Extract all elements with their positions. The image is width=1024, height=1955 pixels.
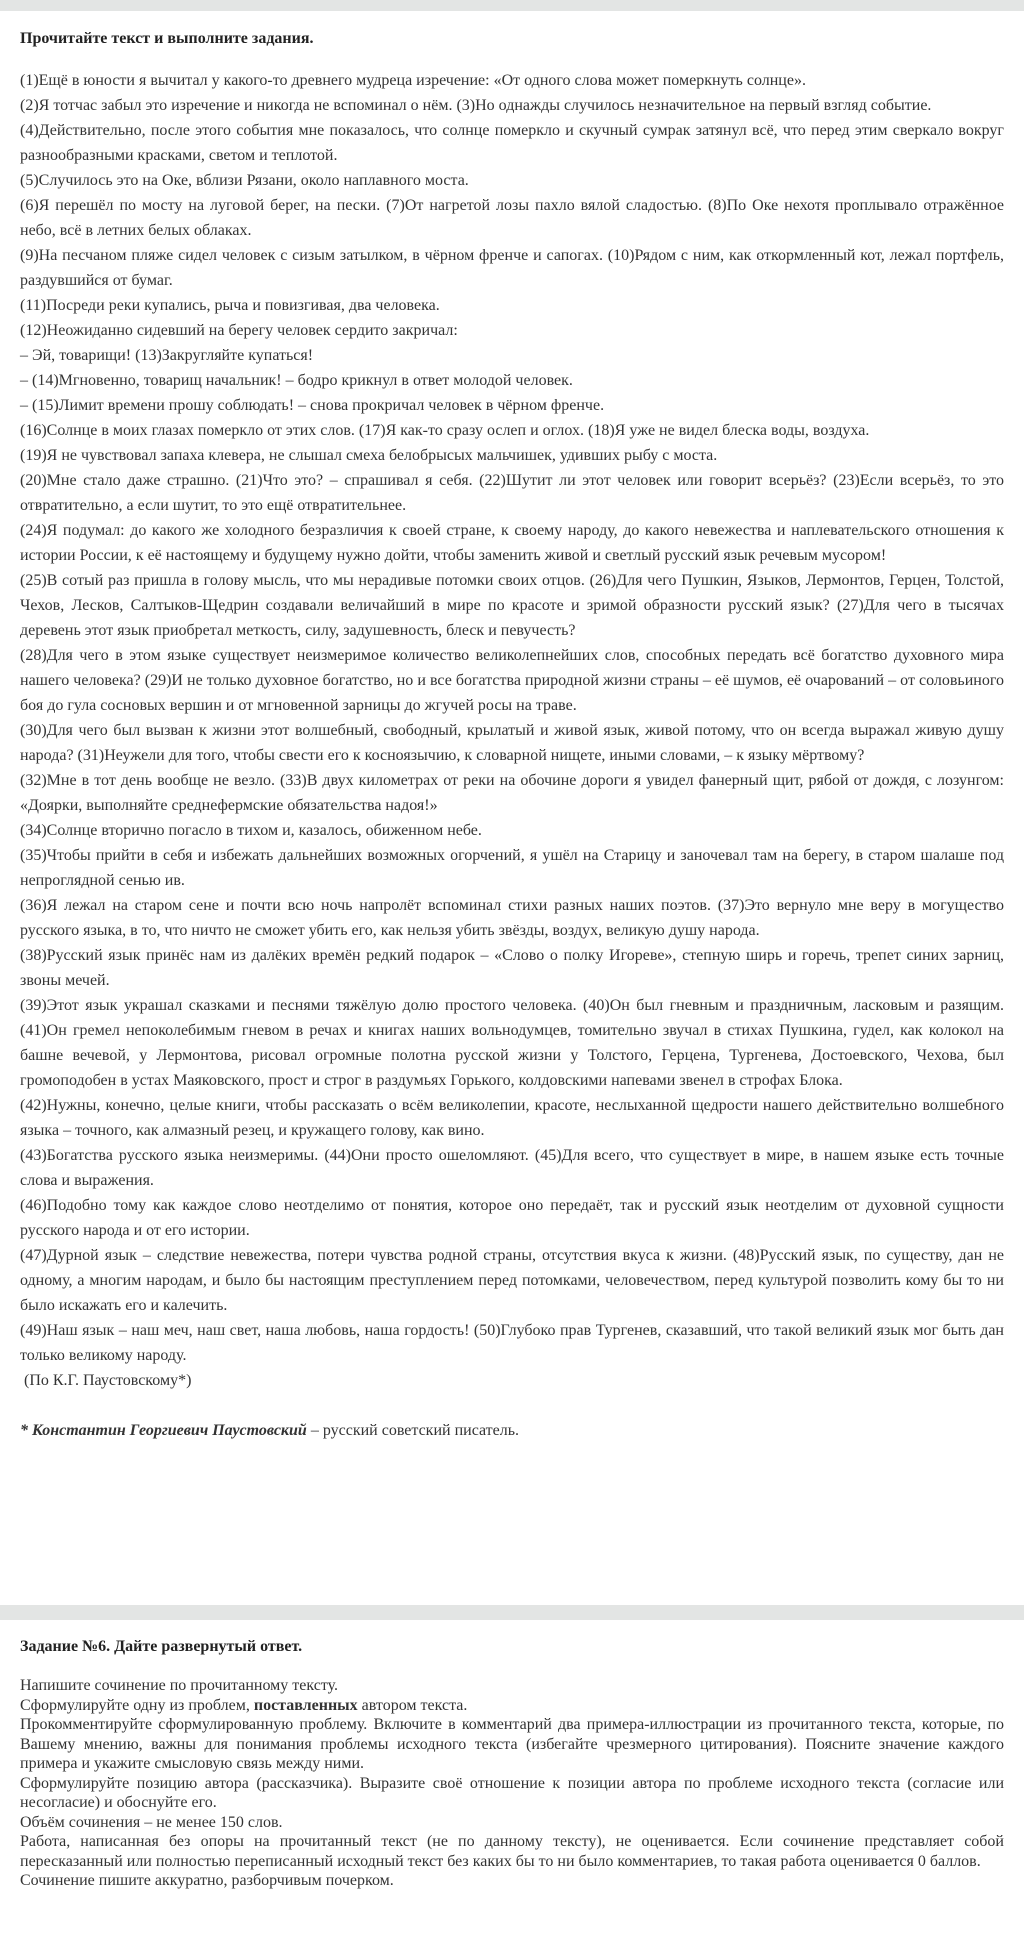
paragraph-35: (35)Чтобы прийти в себя и избежать дальнейших возможных огорчений, я ушёл на Старицу и заночевал там на берегу, в старом шалаше под непроглядной сенью ив. bbox=[20, 847, 1004, 889]
source-attribution: (По К.Г. Паустовскому*) bbox=[24, 1372, 192, 1389]
task-instruction-4: Сформулируйте позицию автора (рассказчика). Выразите своё отношение к позиции автора по проблеме исходного текста (согласие или несогласие) и обоснуйте его. bbox=[20, 1774, 1004, 1811]
paragraph-43: (43)Богатства русского языка неизмеримы. (44)Они просто ошеломляют. (45)Для всего, что существует в мире, в нашем языке есть точные слова и выражения. bbox=[20, 1147, 1004, 1189]
author-name: * Константин Георгиевич Паустовский bbox=[20, 1422, 307, 1439]
paragraph-32: (32)Мне в тот день вообще не везло. (33)В двух километрах от реки на обочине дороги я увидел фанерный щит, рябой от дождя, с лозунгом: «Доярки, выполняйте среднефермские обязательства надоя!» bbox=[20, 772, 1004, 814]
task-instruction-2-bold: поставленных bbox=[253, 1696, 358, 1714]
task-instruction-3: Прокомментируйте сформулированную проблему. Включите в комментарий два примера-иллюстрации из прочитанного текста, которые, по Вашему мнению, важны для понимания проблемы исходного текста (избегайте чрезмерного цитирования). Поясните значение каждого примера и укажите смысловую связь между ними. bbox=[20, 1716, 1004, 1772]
paragraph-1: (1)Ещё в юности я вычитал у какого-то древнего мудреца изречение: «От одного слова может померкнуть солнце». bbox=[20, 72, 806, 89]
paragraph-11: (11)Посреди реки купались, рыча и повизгивая, два человека. bbox=[20, 297, 440, 314]
paragraph-4: (4)Действительно, после этого события мне показалось, что солнце померкло и скучный сумрак затянул всё, что перед этим сверкало вокруг разнообразными красками, светом и теплотой. bbox=[20, 122, 1004, 164]
paragraph-28: (28)Для чего в этом языке существует неизмеримое количество великолепнейших слов, способных передать всё богатство духовного мира нашего человека? (29)И не только духовное богатство, но и все богатства природной жизни страны – её шумов, её очарований – от соловьиного боя до гула сосновых вершин и от мгновенной зарницы до жгучей росы на траве. bbox=[20, 647, 1004, 714]
task-card bbox=[0, 1620, 1024, 1955]
paragraph-2: (2)Я тотчас забыл это изречение и никогда не вспоминал о нём. (3)Но однажды случилось незначительное на первый взгляд событие. bbox=[20, 97, 932, 114]
paragraph-19: (19)Я не чувствовал запаха клевера, не слышал смеха белобрысых мальчишек, удивших рыбу с моста. bbox=[20, 447, 718, 464]
paragraph-6: (6)Я перешёл по мосту на луговой берег, на пески. (7)От нагретой лозы пахло вялой сладостью. (8)По Оке нехотя проплывало отражённое небо, всё в летних белых облаках. bbox=[20, 197, 1004, 239]
paragraph-39: (39)Этот язык украшал сказками и песнями тяжёлую долю простого человека. (40)Он был гневным и праздничным, ласковым и разящим. (41)Он гремел непоколебимым гневом в речах и книгах наших вольнодумцев, томительно звучал в стихах Пушкина, гудел, как колокол на башне вечевой, у Лермонтова, рисовал огромные полотна русской жизни у Толстого, Герцена, Тургенева, Достоевского, Чехова, был громоподобен в устах Маяковского, прост и строг в раздумьях Горького, колдовскими напевами звенел в строфах Блока. bbox=[20, 997, 1004, 1089]
author-footnote bbox=[20, 1418, 1004, 1443]
task-instruction-6: Работа, написанная без опоры на прочитанный текст (не по данному тексту), не оценивается. Если сочинение представляет собой пересказанный или полностью переписанный исходный текст без каких бы то ни было комментариев, то такая работа оценивается 0 баллов. bbox=[20, 1833, 1004, 1870]
task-instruction-1: Напишите сочинение по прочитанному тексту. bbox=[20, 1677, 339, 1694]
author-description: – русский советский писатель. bbox=[306, 1422, 520, 1439]
task-instruction-2-start: Сформулируйте одну из проблем, bbox=[20, 1696, 254, 1714]
paragraph-24: (24)Я подумал: до какого же холодного безразличия к своей стране, к своему народу, до какого невежества и наплевательского отношения к истории России, к её настоящему и будущему нужно дойти, чтобы заменить живой и светлый русский язык речевым мусором! bbox=[20, 522, 1004, 564]
task-instruction-7: Сочинение пишите аккуратно, разборчивым почерком. bbox=[20, 1872, 394, 1889]
dialogue-line-1: – Эй, товарищи! (13)Закругляйте купаться! bbox=[20, 347, 314, 364]
reading-heading: Прочитайте текст и выполните задания. bbox=[20, 30, 314, 47]
paragraph-36: (36)Я лежал на старом сене и почти всю ночь напролёт вспоминал стихи разных наших поэтов. (37)Это вернуло мне веру в могущество русского языка, в то, что ничто не сможет убить его, как нельзя убить звёзды, воздух, великую душу народа. bbox=[20, 897, 1004, 939]
paragraph-5: (5)Случилось это на Оке, вблизи Рязани, около наплавного моста. bbox=[20, 172, 469, 189]
top-strip bbox=[0, 0, 1024, 11]
reading-text bbox=[20, 68, 1004, 1368]
paragraph-49: (49)Наш язык – наш меч, наш свет, наша любовь, наша гордость! (50)Глубоко прав Тургенев, сказавший, что такой великий язык мог быть дан только великому народу. bbox=[20, 1322, 1004, 1364]
paragraph-9: (9)На песчаном пляже сидел человек с сизым затылком, в чёрном френче и сапогах. (10)Рядом с ним, как откормленный кот, лежал портфель, раздувшийся от бумаг. bbox=[20, 247, 1004, 289]
task-instruction-5: Объём сочинения – не менее 150 слов. bbox=[20, 1813, 283, 1831]
task-instruction-2-end: автором текста. bbox=[357, 1696, 468, 1714]
dialogue-line-3: – (15)Лимит времени прошу соблюдать! – снова прокричал человек в чёрном френче. bbox=[20, 397, 605, 414]
dialogue-line-2: – (14)Мгновенно, товарищ начальник! – бодро крикнул в ответ молодой человек. bbox=[20, 372, 573, 389]
task-heading: Задание №6. Дайте развернутый ответ. bbox=[20, 1638, 303, 1655]
paragraph-20: (20)Мне стало даже страшно. (21)Что это? – спрашивал я себя. (22)Шутит ли этот человек или говорит всерьёз? (23)Если всерьёз, то это отвратительно, а если шутит, то это ещё отвратительнее. bbox=[20, 472, 1004, 514]
paragraph-30: (30)Для чего был вызван к жизни этот волшебный, свободный, крылатый и живой язык, живой потому, что он всегда выражал живую душу народа? (31)Неужели для того, чтобы свести его к косноязычию, к словарной нищете, иными словами, – к языку мёртвому? bbox=[20, 722, 1004, 764]
paragraph-46: (46)Подобно тому как каждое слово неотделимо от понятия, которое оно передаёт, так и русский язык неотделим от духовной сущности русского народа и от его истории. bbox=[20, 1197, 1004, 1239]
paragraph-25: (25)В сотый раз пришла в голову мысль, что мы нерадивые потомки своих отцов. (26)Для чего Пушкин, Языков, Лермонтов, Герцен, Толстой, Чехов, Лесков, Салтыков-Щедрин создавали величайший в мире по красоте и зримой образности русский язык? (27)Для чего в тысячах деревень этот язык приобретал меткость, силу, задушевность, блеск и певучесть? bbox=[20, 572, 1004, 639]
paragraph-16: (16)Солнце в моих глазах померкло от этих слов. (17)Я как-то сразу ослеп и оглох. (18)Я уже не видел блеска воды, воздуха. bbox=[20, 422, 870, 439]
paragraph-12: (12)Неожиданно сидевший на берегу человек сердито закричал: bbox=[20, 322, 458, 339]
paragraph-42: (42)Нужны, конечно, целые книги, чтобы рассказать о всём великолепии, красоте, неслыханной щедрости нашего действительно волшебного языка – точного, как алмазный резец, и кружащего голову, как вино. bbox=[20, 1097, 1004, 1139]
task-instruction-2 bbox=[20, 1696, 1004, 1716]
paragraph-38: (38)Русский язык принёс нам из далёких времён редкий подарок – «Слово о полку Игореве», степную ширь и горечь, трепет синих зарниц, звоны мечей. bbox=[20, 947, 1004, 989]
paragraph-34: (34)Солнце вторично погасло в тихом и, казалось, обиженном небе. bbox=[20, 822, 482, 839]
reading-card bbox=[0, 11, 1024, 1605]
paragraph-47: (47)Дурной язык – следствие невежества, потери чувства родной страны, отсутствия вкуса к жизни. (48)Русский язык, по существу, дан не одному, а многим народам, и было бы настоящим преступлением перед потомками, человечеством, перед культурой позволить кому бы то ни было искажать его и калечить. bbox=[20, 1247, 1004, 1314]
section-divider bbox=[0, 1605, 1024, 1620]
